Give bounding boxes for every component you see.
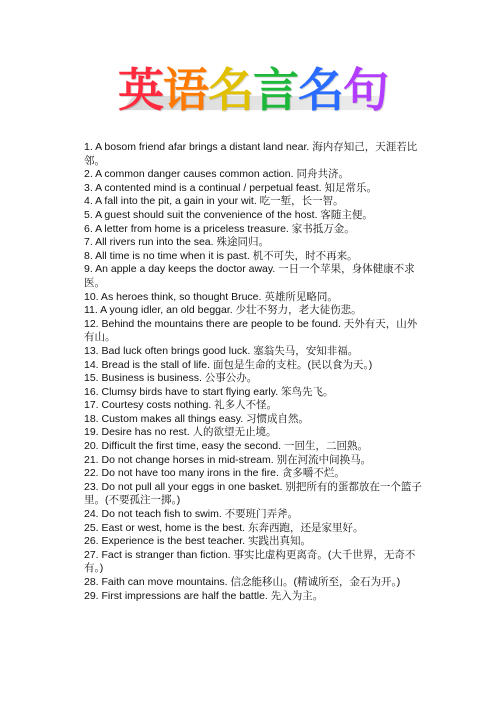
quote-item: 14. Bread is the stall of life. 面包是生命的支柱。(民以食为天。) — [84, 358, 373, 371]
quote-item: 16. Clumsy birds have to start flying early. 笨鸟先飞。 — [84, 385, 334, 398]
quote-item: 17. Courtesy costs nothing. 礼多人不怪。 — [84, 399, 278, 412]
quote-item: 28. Faith can move mountains. 信念能移山。(精诚所至，金石为开。) — [84, 576, 401, 588]
quote-item: 1. A bosom friend afar brings a distant land near. 海内存知己，天涯若比邻。 — [84, 141, 418, 167]
quote-item: 5. A guest should suit the convenience of the host. 客随主便。 — [84, 208, 373, 221]
quote-item: 27. Fact is stranger than fiction. 事实比虚构更离奇。(大千世界，无奇不有。) — [84, 548, 416, 575]
quote-item: 20. Difficult the first time, easy the second. 一回生，二回熟。 — [84, 440, 368, 453]
quote-item: 6. A letter from home is a priceless treasure. 家书抵万金。 — [84, 222, 355, 235]
quote-item: 23. Do not pull all your eggs in one basket. 别把所有的蛋都放在一个篮子里。(不要孤注一掷。) — [84, 480, 422, 507]
quote-item: 29. First impressions are half the battle. 先入为主。 — [84, 589, 324, 602]
quote-item: 9. An apple a day keeps the doctor away. 一日一个苹果，身体健康不求医。 — [84, 263, 415, 289]
quote-item: 2. A common danger causes common action. 同舟共济。 — [84, 168, 349, 181]
quote-item: 21. Do not change horses in mid-stream. 别在河流中间换马。 — [84, 453, 372, 466]
title-wordart — [118, 60, 390, 142]
quote-list — [84, 141, 424, 603]
quote-item: 25. East or west, home is the best. 东奔西跑，还是家里好。 — [84, 521, 364, 534]
quote-item: 11. A young idler, an old beggar. 少壮不努力，老大徒伤悲。 — [84, 304, 362, 317]
quote-item: 18. Custom makes all things easy. 习惯成自然。 — [84, 412, 310, 425]
quote-item: 13. Bad luck often brings good luck. 塞翁失马，安知非福。 — [84, 344, 359, 357]
quote-item: 24. Do not teach fish to swim. 不要班门弄斧。 — [84, 508, 299, 521]
quote-item: 26. Experience is the best teacher. 实践出真知。 — [84, 535, 312, 548]
title-char: 英 — [118, 63, 163, 117]
quote-item: 15. Business is business. 公事公办。 — [84, 372, 258, 385]
quote-item: 10. As heroes think, so thought Bruce. 英雄所见略同。 — [84, 290, 338, 303]
title-char: 名 — [298, 63, 343, 117]
page-title — [118, 60, 390, 120]
quote-item: 3. A contented mind is a continual / perpetual feast. 知足常乐。 — [84, 181, 377, 194]
title-char: 语 — [163, 63, 208, 117]
title-char: 句 — [343, 63, 388, 117]
title-char: 言 — [253, 63, 298, 117]
quote-item: 19. Desire has no rest. 人的欲望无止境。 — [84, 426, 277, 439]
quote-item: 12. Behind the mountains there are people to be found. 天外有天，山外有山。 — [84, 317, 418, 344]
title-char: 名 — [208, 63, 253, 117]
quote-item: 8. All time is no time when it is past. 机不可失，时不再来。 — [84, 249, 358, 262]
quote-item: 7. All rivers run into the sea. 殊途同归。 — [84, 236, 269, 249]
quote-item: 22. Do not have too many irons in the fire. 贪多嚼不烂。 — [84, 467, 345, 480]
quote-item: 4. A fall into the pit, a gain in your wit. 吃一堑，长一智。 — [84, 195, 344, 208]
